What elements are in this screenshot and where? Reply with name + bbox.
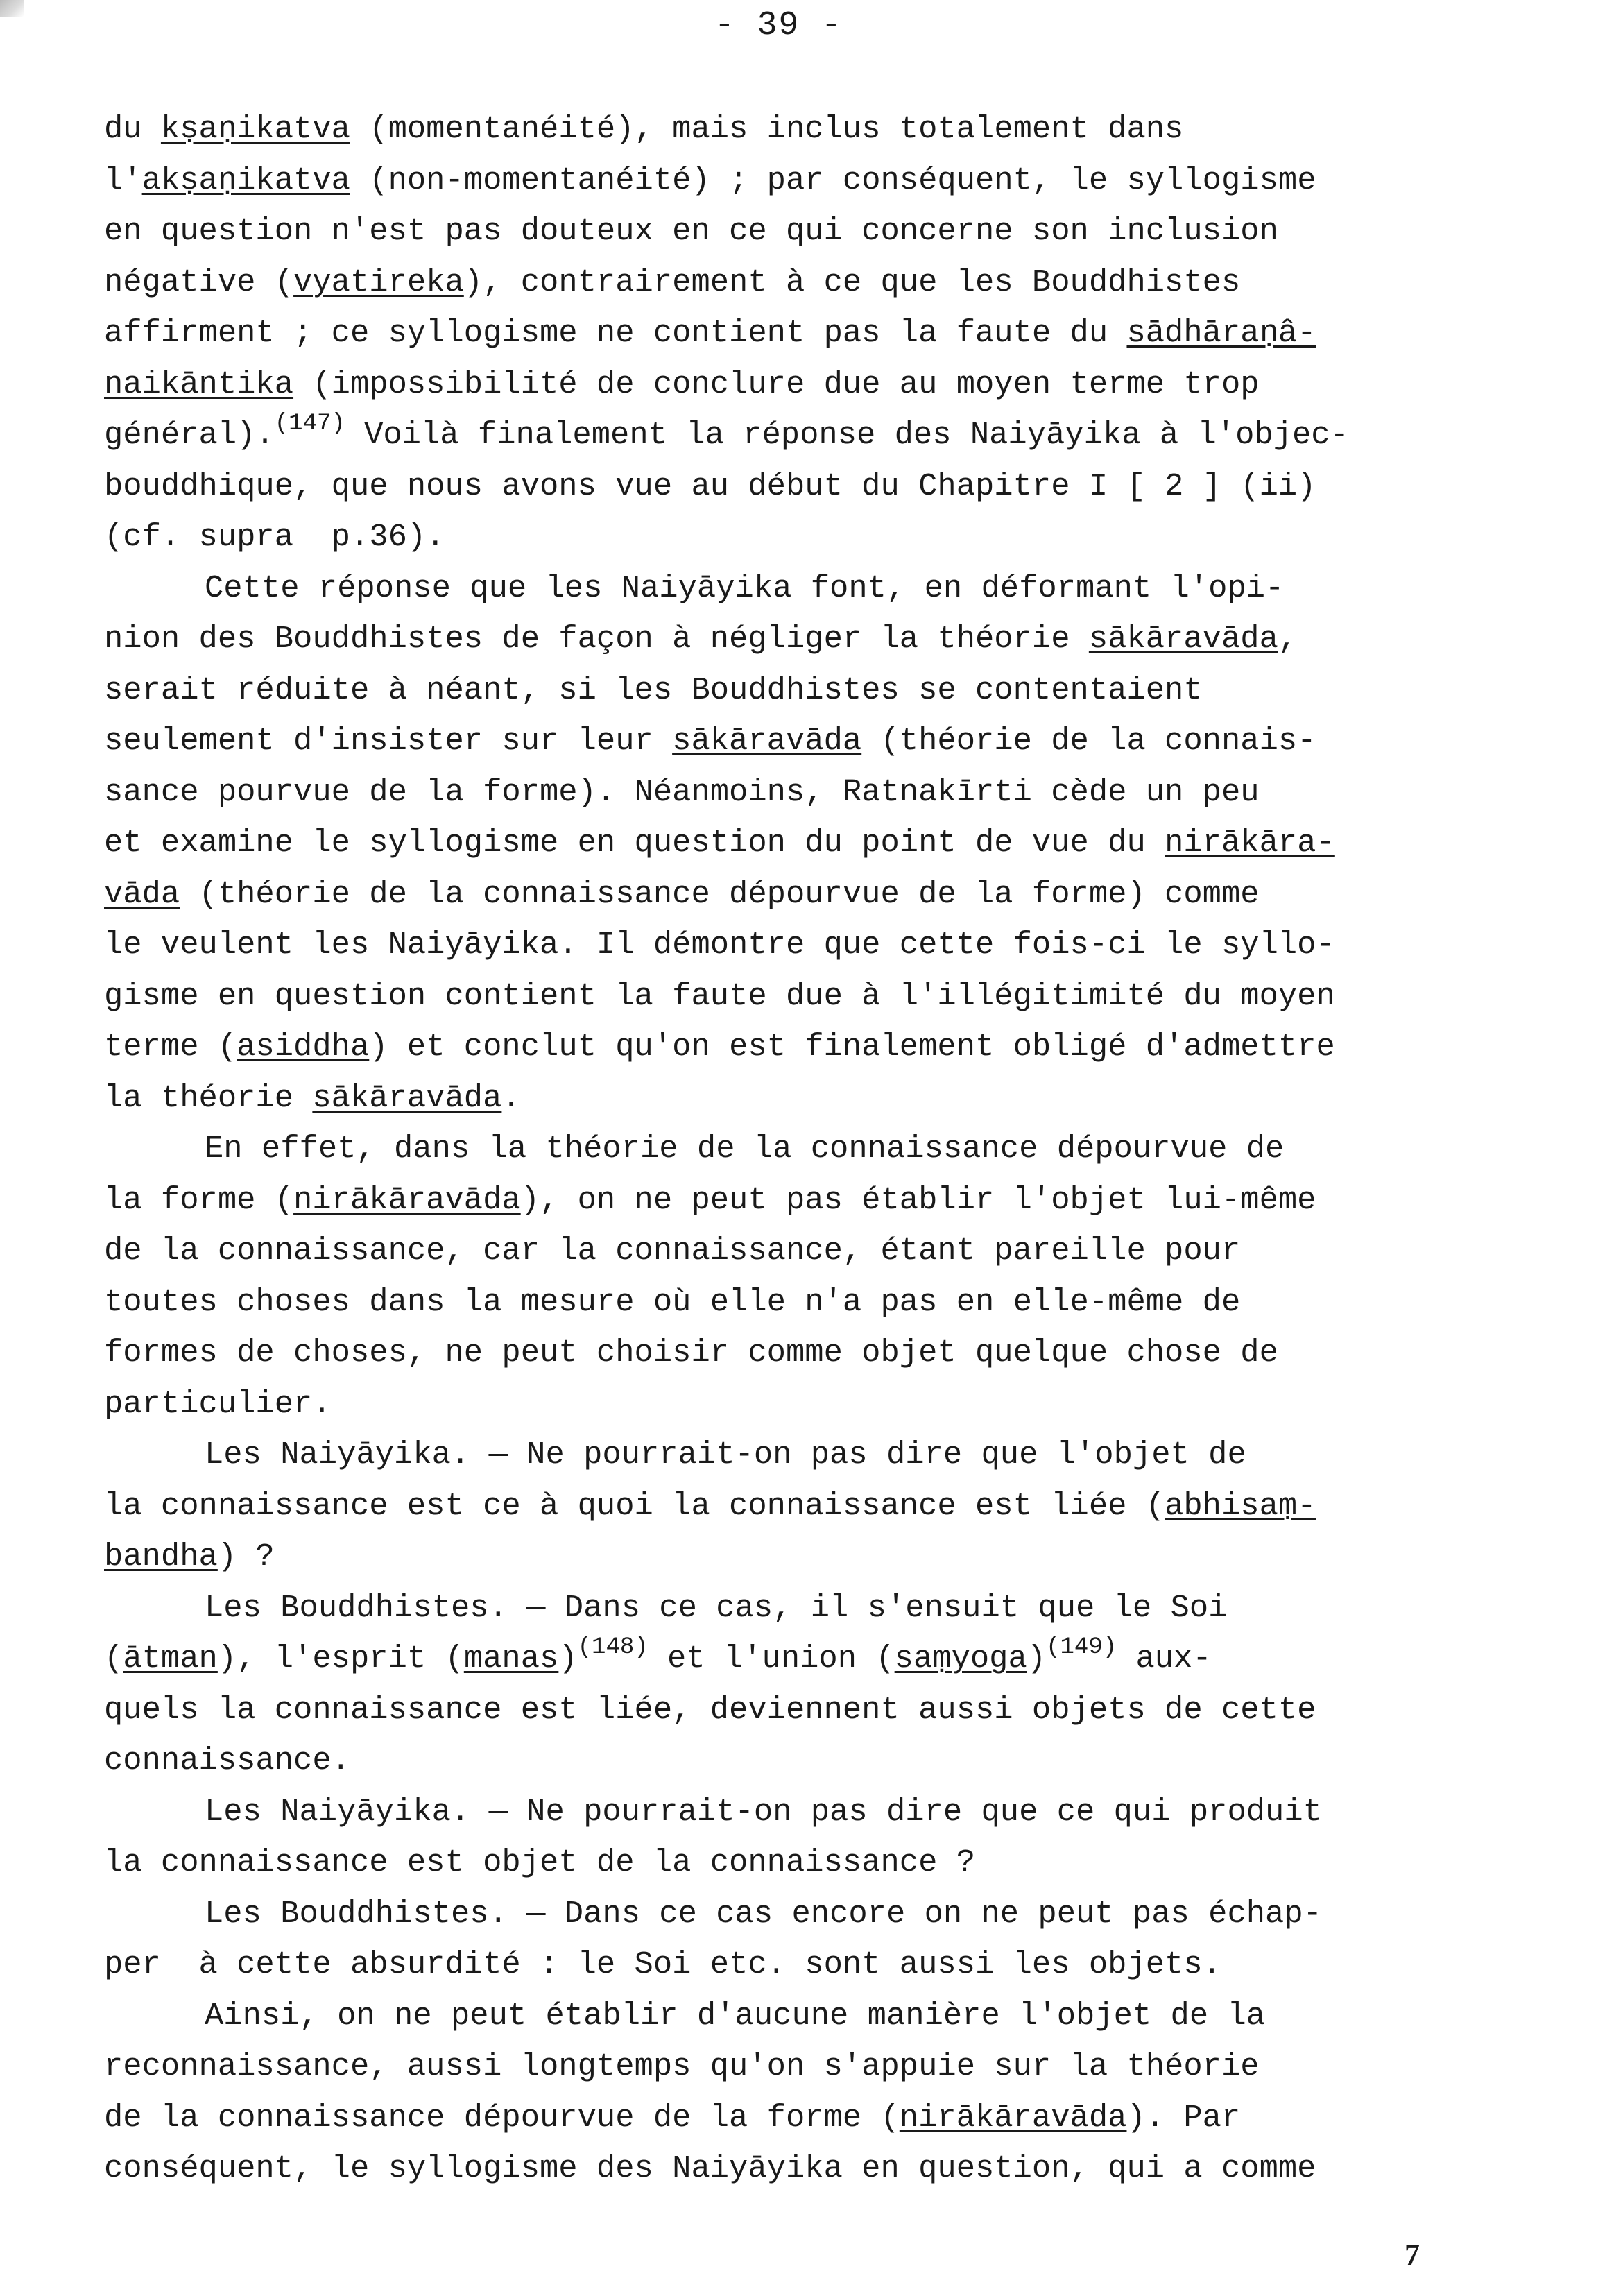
scan-speck <box>0 0 24 17</box>
text-line: Les Bouddhistes. — Dans ce cas encore on ne peut pas échap- <box>205 1895 1322 1932</box>
text-line: Les Bouddhistes. — Dans ce cas, il s'ensuit que le Soi <box>205 1589 1228 1626</box>
text-line: connaissance. <box>104 1742 350 1779</box>
text-line: particulier. <box>104 1385 332 1422</box>
sanskrit-term: naikāntika <box>104 366 294 402</box>
text-line: reconnaissance, aussi longtemps qu'on s'appuie sur la théorie <box>104 2048 1260 2084</box>
text-line: la forme (nirākāravāda), on ne peut pas établir l'objet lui-même <box>104 1181 1316 1218</box>
text-line: gisme en question contient la faute due à l'illégitimité du moyen <box>104 977 1335 1014</box>
text-line: per à cette absurdité : le Soi etc. sont aussi les objets. <box>104 1946 1221 1982</box>
sanskrit-term: ātman <box>123 1640 218 1677</box>
text-line: de la connaissance dépourvue de la forme (nirākāravāda). Par <box>104 2099 1241 2136</box>
sanskrit-term: sākāravāda <box>312 1079 502 1116</box>
footnote-ref-148: (148) <box>577 1634 649 1661</box>
sanskrit-term: vāda <box>104 875 180 912</box>
text-line: serait réduite à néant, si les Bouddhistes se contentaient <box>104 671 1203 708</box>
sheet-number: 7 <box>1405 2238 1420 2272</box>
text-line: général).$^{(147)}$ Voilà finalement la réponse des Naiyāyika à l'objec- <box>104 411 1349 453</box>
sanskrit-term: saṃyoga <box>894 1640 1027 1677</box>
sanskrit-term: sākāravāda <box>672 723 862 759</box>
text-line: Ainsi, on ne peut établir d'aucune manière l'objet de la <box>205 1997 1266 2034</box>
footnote-ref-149: (149) <box>1046 1634 1117 1661</box>
sanskrit-term: akṣaṇikatva <box>141 162 350 198</box>
text-line: du kṣaṇikatva (momentanéité), mais inclus totalement dans <box>104 111 1184 147</box>
text-line: En effet, dans la théorie de la connaissance dépourvue de <box>205 1131 1285 1167</box>
sanskrit-term: abhisaṃ- <box>1165 1487 1316 1524</box>
text-line: Les Naiyāyika. — Ne pourrait-on pas dire que ce qui produit <box>205 1793 1322 1830</box>
text-line: de la connaissance, car la connaissance, étant pareille pour <box>104 1233 1241 1269</box>
text-line: et examine le syllogisme en question du point de vue du nirākāra- <box>104 825 1335 861</box>
text-line: seulement d'insister sur leur sākāravāda (théorie de la connais- <box>104 723 1316 759</box>
text-line: bandha) ? <box>104 1539 275 1575</box>
text-line: naikāntika (impossibilité de conclure due au moyen terme trop <box>104 366 1260 402</box>
text-line: toutes choses dans la mesure où elle n'a pas en elle-même de <box>104 1283 1241 1320</box>
text-line: quels la connaissance est liée, deviennent aussi objets de cette <box>104 1691 1316 1728</box>
text-line: la théorie sākāravāda. <box>104 1079 521 1116</box>
text-line: Les Naiyāyika. — Ne pourrait-on pas dire que l'objet de <box>205 1437 1246 1473</box>
sanskrit-term: sākāravāda <box>1088 621 1278 657</box>
text-line: conséquent, le syllogisme des Naiyāyika en question, qui a comme <box>104 2150 1316 2186</box>
text-line: formes de choses, ne peut choisir comme objet quelque chose de <box>104 1335 1278 1371</box>
sanskrit-term: sādhāraṇâ- <box>1126 315 1316 351</box>
text-line: le veulent les Naiyāyika. Il démontre que cette fois-ci le syllo- <box>104 927 1335 963</box>
text-line: l'akṣaṇikatva (non-momentanéité) ; par conséquent, le syllogisme <box>104 162 1316 198</box>
text-line: négative (vyatireka), contrairement à ce que les Bouddhistes <box>104 264 1241 300</box>
sanskrit-term: bandha <box>104 1539 218 1575</box>
text-line: (ātman), l'esprit (manas)$^{(148)}$ et l'union (saṃyoga)$^{(149)}$ aux- <box>104 1634 1212 1677</box>
text-line: vāda (théorie de la connaissance dépourvue de la forme) comme <box>104 875 1260 912</box>
text-line: affirment ; ce syllogisme ne contient pas la faute du sādhāraṇâ- <box>104 315 1316 351</box>
body-text <box>104 104 1491 2195</box>
text-line: nion des Bouddhistes de façon à négliger la théorie sākāravāda, <box>104 621 1298 657</box>
page-number: - 39 - <box>714 7 843 44</box>
text-line: terme (asiddha) et conclut qu'on est finalement obligé d'admettre <box>104 1029 1335 1065</box>
sanskrit-term: nirākāravāda <box>899 2099 1127 2136</box>
text-line: (cf. supra p.36). <box>104 519 445 555</box>
sanskrit-term: nirākāra- <box>1165 825 1335 861</box>
text-line: la connaissance est objet de la connaissance ? <box>104 1844 976 1881</box>
text-line: sance pourvue de la forme). Néanmoins, Ratnakīrti cède un peu <box>104 773 1260 810</box>
text-line: la connaissance est ce à quoi la connaissance est liée (abhisaṃ- <box>104 1487 1316 1524</box>
text-line: Cette réponse que les Naiyāyika font, en déformant l'opi- <box>205 569 1285 606</box>
sanskrit-term: kṣaṇikatva <box>160 111 350 147</box>
footnote-ref-147: (147) <box>274 411 345 437</box>
sanskrit-term: manas <box>463 1640 559 1677</box>
sanskrit-term: nirākāravāda <box>293 1181 521 1218</box>
text-line: bouddhique, que nous avons vue au début du Chapitre I [ 2 ] (ii) <box>104 468 1316 504</box>
text-line: en question n'est pas douteux en ce qui concerne son inclusion <box>104 213 1278 249</box>
sanskrit-term: asiddha <box>237 1029 370 1065</box>
sanskrit-term: vyatireka <box>293 264 464 300</box>
